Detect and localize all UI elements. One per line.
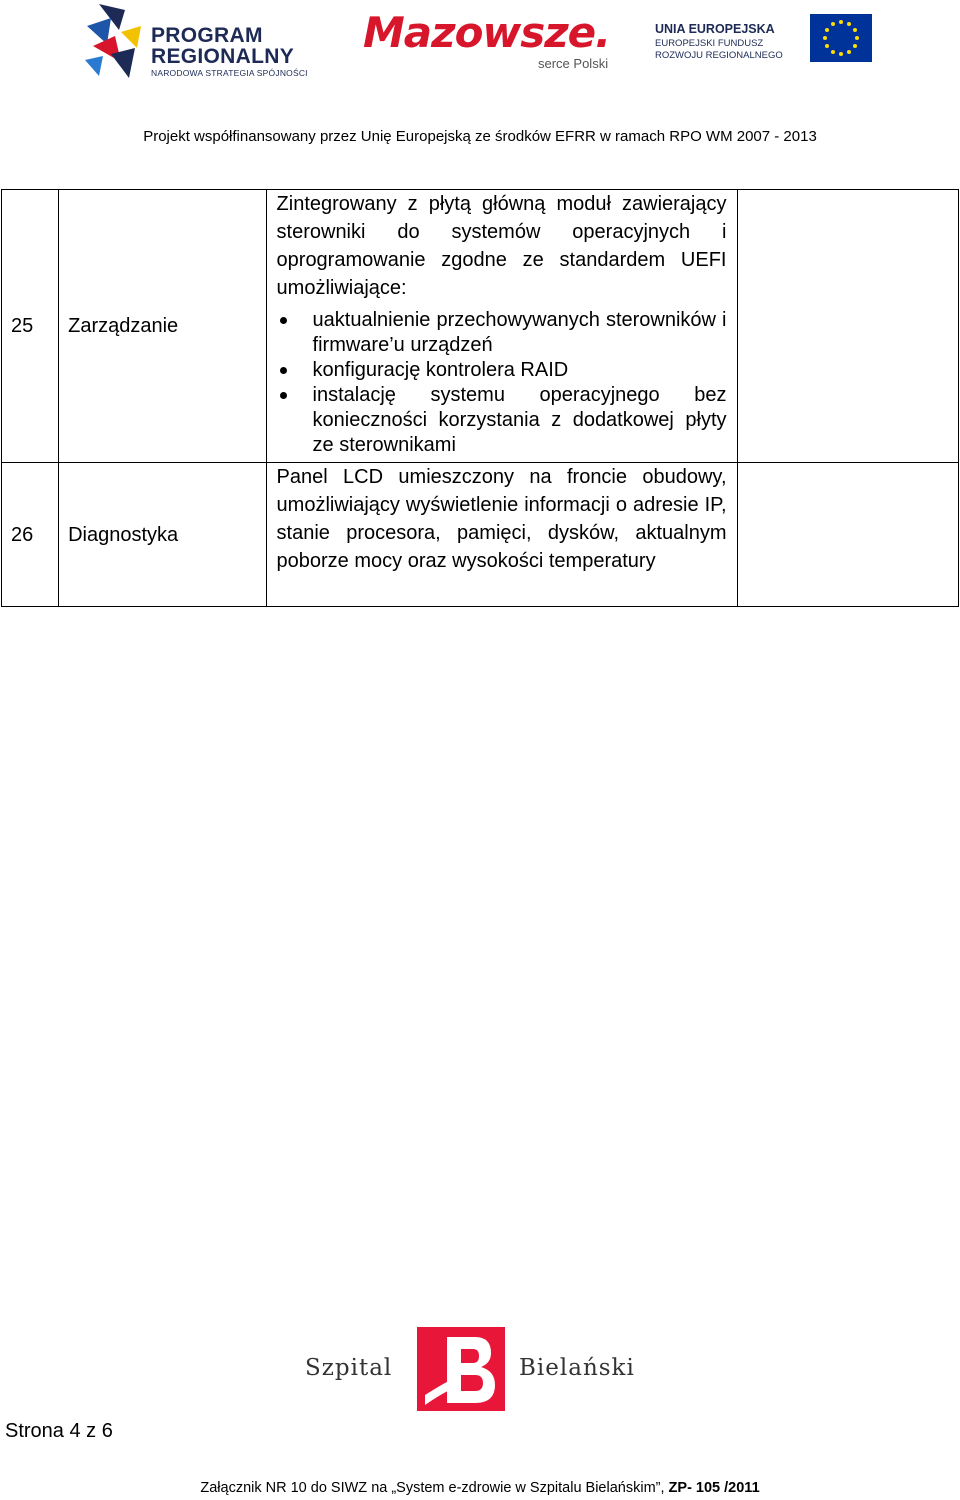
- description-bullet-list: [277, 308, 727, 458]
- project-cofinancing-line: Projekt współfinansowany przez Unię Europejską ze środków EFRR w ramach RPO WM 2007 - 2013: [143, 128, 817, 145]
- szpital-bielanski-logo: [305, 1325, 655, 1415]
- list-item: [277, 383, 727, 458]
- description-text: Panel LCD umieszczony na froncie obudowy, umożliwiający wyświetlenie informacji o adresie IP, stanie procesora, pamięci, dysków, aktualnym poborze mocy oraz wysokości temperatury: [276, 466, 727, 572]
- program-logo-line1: PROGRAM: [151, 24, 263, 47]
- hospital-logo-left-text: Szpital: [305, 1355, 393, 1381]
- row-extra-cell: [737, 463, 959, 607]
- bullet-icon: [280, 317, 287, 324]
- bullet-icon: [280, 367, 287, 374]
- szpital-bielanski-b-icon: [417, 1325, 507, 1413]
- attachment-footer: [0, 1480, 960, 1496]
- hospital-logo-right-text: Bielański: [519, 1355, 635, 1381]
- row-number: 25: [2, 190, 59, 463]
- table-row: [2, 190, 959, 463]
- program-logo-line3: NARODOWA STRATEGIA SPÓJNOŚCI: [151, 68, 308, 78]
- mazowsze-logo-tagline: serce Polski: [538, 56, 609, 71]
- description-intro: Zintegrowany z płytą główną moduł zawierający sterowniki do systemów operacyjnych i oprogramowanie zgodne ze standardem UEFI umożliwiające:: [276, 193, 727, 299]
- attachment-prefix: Załącznik NR 10 do SIWZ na „System e-zdrowie w Szpitalu Bielańskim”,: [200, 1480, 669, 1496]
- program-logo-line2: REGIONALNY: [151, 45, 295, 68]
- program-regionalny-logo: [85, 4, 330, 82]
- eu-logo-line1: UNIA EUROPEJSKA: [655, 22, 775, 36]
- list-item: [277, 358, 727, 383]
- row-description: [266, 463, 737, 607]
- eu-logo-line2: EUROPEJSKI FUNDUSZ: [655, 38, 764, 49]
- bullet-icon: [280, 392, 287, 399]
- list-item: [277, 308, 727, 358]
- row-number: 26: [2, 463, 59, 607]
- header-logos: [80, 0, 880, 86]
- table-row: [2, 463, 959, 607]
- program-regionalny-star-icon: [85, 4, 147, 82]
- attachment-reference: ZP- 105 /2011: [668, 1480, 760, 1496]
- row-parameter-name: Diagnostyka: [59, 463, 266, 607]
- mazowsze-logo: [363, 8, 618, 78]
- row-parameter-name: Zarządzanie: [59, 190, 266, 463]
- row-extra-cell: [737, 190, 959, 463]
- bullet-text: konfigurację kontrolera RAID: [312, 359, 569, 381]
- eu-logo-line3: ROZWOJU REGIONALNEGO: [655, 50, 783, 61]
- page-number: Strona 4 z 6: [5, 1420, 113, 1442]
- bullet-text: instalację systemu operacyjnego bez konieczności korzystania z dodatkowej płyty ze sterownikami: [312, 384, 727, 456]
- bullet-text: uaktualnienie przechowywanych sterowników i firmware’u urządzeń: [312, 309, 727, 356]
- eu-logo: [655, 14, 877, 72]
- specification-table: [1, 189, 959, 607]
- eu-flag-icon: [810, 14, 872, 62]
- mazowsze-logo-name: Mazowsze.: [363, 8, 611, 57]
- row-description: [266, 190, 737, 463]
